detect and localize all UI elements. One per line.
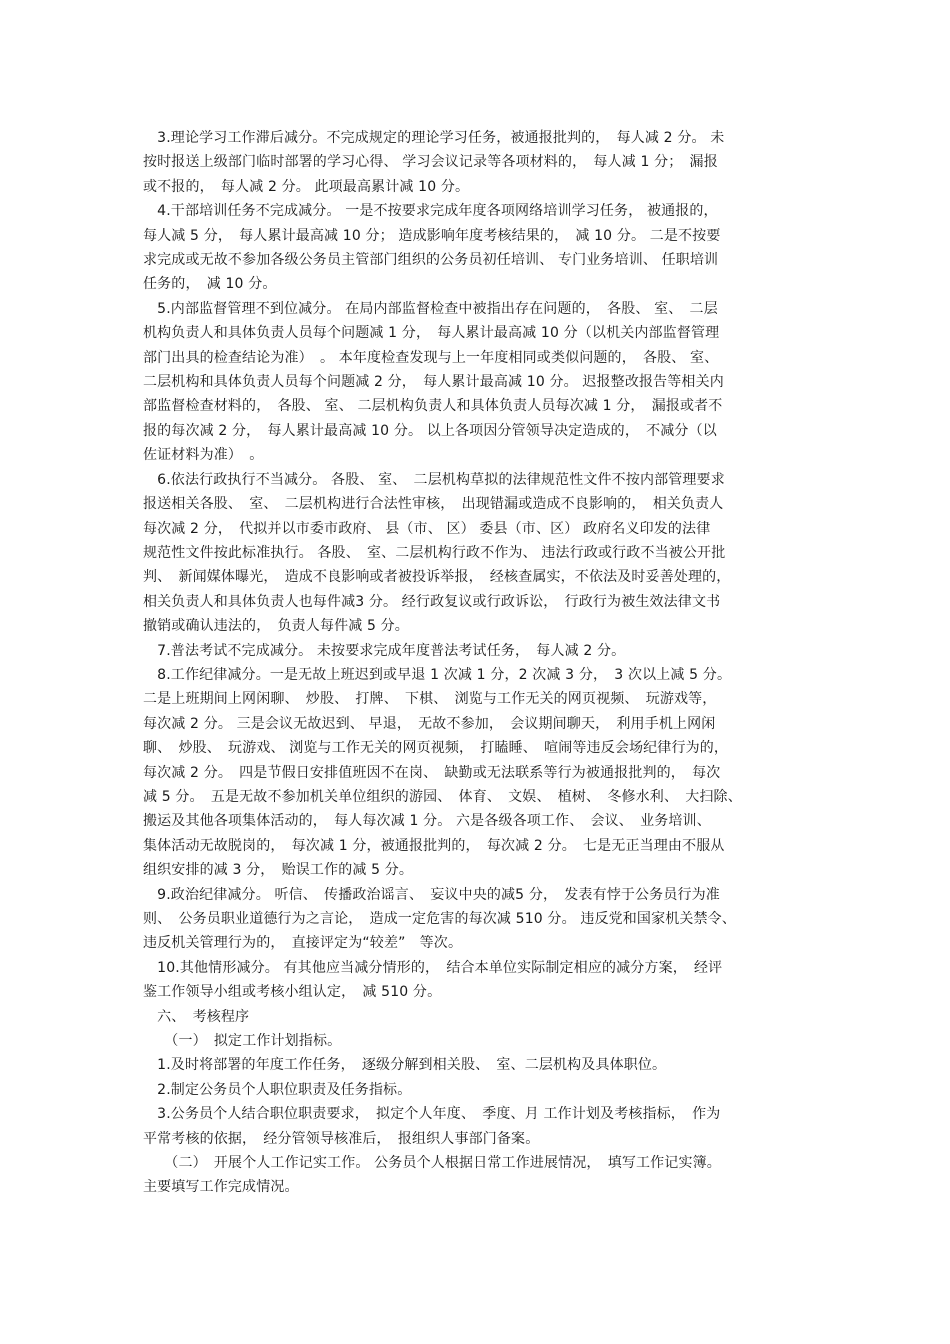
document-body: [143, 126, 813, 1200]
paragraph-item4-cadre-training: 4.干部培训任务不完成减分。 一是不按要求完成年度各项网络培训学习任务， 被通报的， 每人减 5 分， 每人累计最高减 10 分； 造成影响年度考核结果的， 减 10 分。 二是不按要 求完成或无故不参加各级公务员主管部门组织的公务员初任培训、 专门业务培训、 任职培训 任务的， 减 10 分。: [143, 203, 721, 293]
paragraph-item5-internal-supervision: 5.内部监督管理不到位减分。 在局内部监督检查中被指出存在问题的， 各股、 室、 二层 机构负责人和具体负责人员每个问题减 1 分， 每人累计最高减 10 分（以机关内部监督管理 部门出具的检查结论为准） 。 本年度检查发现与上一年度相同或类似问题的， 各股、 室、 二层机构和具体负责人员每个问题减 2 分， 每人累计最高减 10 分。 迟报整改报告等相关内 部监督检查材料的， 各股、 室、 二层机构负责人和具体负责人员每次减 1 分， 漏报或者不 报的每次减 2 分， 每人累计最高减 10 分。 以上各项因分管领导决定造成的， 不减分（以 佐证材料为准） 。: [143, 300, 724, 464]
section-heading-assessment-procedure: 六、 考核程序: [143, 1008, 250, 1025]
paragraph-item7-law-exam: 7.普法考试不完成减分。 未按要求完成年度普法考试任务， 每人减 2 分。: [143, 642, 626, 659]
paragraph-step2-duty-targets: 2.制定公务员个人职位职责及任务指标。: [143, 1081, 412, 1098]
paragraph-item9-political-discipline: 9.政治纪律减分。 听信、 传播政治谣言、 妄议中央的减5 分， 发表有悖于公务员行为准 则、 公务员职业道德行为之言论， 造成一定危害的每次减 510 分。 违反党和国家机关禁令、 违反机关管理行为的， 直接评定为“较差” 等次。: [143, 886, 736, 952]
paragraph-item8-work-discipline: 8.工作纪律减分。一是无故上班迟到或早退 1 次减 1 分，2 次减 3 分， 3 次以上减 5 分。 二是上班期间上网闲聊、 炒股、 打牌、 下棋、 浏览与工作无关的网页视频、 玩游戏等， 每次减 2 分。 三是会议无故迟到、 早退， 无故不参加， 会议期间聊天， 利用手机上网闲 聊、 炒股、 玩游戏、 浏览与工作无关的网页视频， 打瞌睡、 喧闹等违反会场纪律行为的， 每次减 2 分。 四是节假日安排值班因不在岗、 缺勤或无法联系等行为被通报批判的， 每次 减 5 分。 五是无故不参加机关单位组织的游园、 体育、 文娱、 植树、 冬修水利、 大扫除、 搬运及其他各项集体活动的， 每人每次减 1 分。 六是各级各项工作、 会议、 业务培训、 集体活动无故脱岗的， 每次减 1 分，被通报批判的， 每次减 2 分。 七是无正当理由不服从 组织安排的减 3 分， 贻误工作的减 5 分。: [143, 666, 742, 879]
paragraph-item10-other-cases: 10.其他情形减分。 有其他应当减分情形的， 结合本单位实际制定相应的减分方案， 经评 鉴工作领导小组或考核小组认定， 减 510 分。: [143, 959, 723, 1001]
paragraph-item3-theory-study: 3.理论学习工作滞后减分。不完成规定的理论学习任务，被通报批判的， 每人减 2 分。 未 按时报送上级部门临时部署的学习心得、 学习会议记录等各项材料的， 每人减 1 分； 漏报 或不报的， 每人减 2 分。 此项最高累计减 10 分。: [143, 130, 725, 195]
paragraph-item6-administration-by-law: 6.依法行政执行不当减分。 各股、 室、 二层机构草拟的法律规范性文件不按内部管理要求 报送相关各股、 室、 二层机构进行合法性审核， 出现错漏或造成不良影响的， 相关负责人 每次减 2 分， 代拟并以市委市政府、 县（市、 区） 委县（市、区） 政府名义印发的法律 规范性文件按此标准执行。 各股、 室、二层机构行政不作为、 违法行政或行政不当被公开批 判、 新闻媒体曝光， 造成不良影响或者被投诉举报， 经核查属实，不依法及时妥善处理的， 相关负责人和具体负责人也每件减3 分。 经行政复议或行政诉讼， 行政行为被生效法律文书 撤销或确认违法的， 负责人每件减 5 分。: [143, 471, 731, 635]
subsection-heading-work-plan: （一） 拟定工作计划指标。: [143, 1033, 342, 1050]
paragraph-step1-task-decomposition: 1.及时将部署的年度工作任务， 逐级分解到相关股、 室、二层机构及具体职位。: [143, 1057, 667, 1074]
paragraph-step3-personal-plan: 3.公务员个人结合职位职责要求， 拟定个人年度、 季度、月 工作计划及考核指标， 作为 平常考核的依据， 经分管领导核准后， 报组织人事部门备案。: [143, 1106, 721, 1147]
paragraph-subsection2-work-record: （二） 开展个人工作记实工作。 公务员个人根据日常工作进展情况， 填写工作记实簿。 主要填写工作完成情况。: [143, 1155, 721, 1196]
